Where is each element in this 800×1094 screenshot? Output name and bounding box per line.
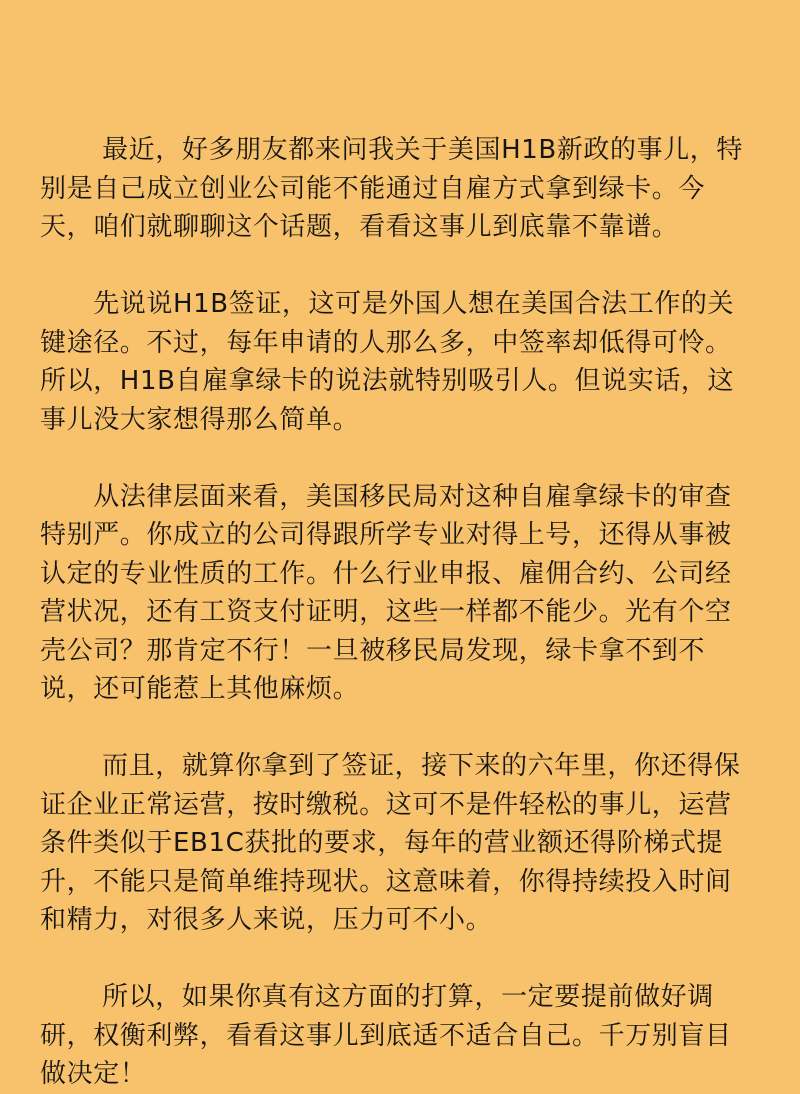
paragraph-operations: 而且，就算你拿到了签证，接下来的六年里，你还得保证企业正常运营，按时缴税。这可不是件轻松的事儿，运营条件类似于EB1C获批的要求，每年的营业额还得阶梯式提升，不能只是简单维持现状。这意味着，你得持续投入时间和精力，对很多人来说，压力可不小。 xyxy=(40,751,741,935)
paragraph-legal-review: 从法律层面来看，美国移民局对这种自雇拿绿卡的审查特别严。你成立的公司得跟所学专业对得上号，还得从事被认定的专业性质的工作。什么行业申报、雇佣合约、公司经营状况，还有工资支付证明，这些一样都不能少。光有个空壳公司？那肯定不行！一旦被移民局发现，绿卡拿不到不说，还可能惹上其他麻烦。 xyxy=(40,481,732,704)
paragraph-conclusion: 所以，如果你真有这方面的打算，一定要提前做好调研，权衡利弊，看看这事儿到底适不适合自己。千万别盲目做决定！ xyxy=(40,982,732,1089)
paragraph-intro: 最近，好多朋友都来问我关于美国H1B新政的事儿，特别是自己成立创业公司能不能通过自雇方式拿到绿卡。今天，咱们就聊聊这个话题，看看这事儿到底靠不靠谱。 xyxy=(40,135,743,242)
paragraph-h1b-visa: 先说说H1B签证，这可是外国人想在美国合法工作的关键途径。不过，每年申请的人那么多，中签率却低得可怜。所以，H1B自雇拿绿卡的说法就特别吸引人。但说实话，这事儿没大家想得那么简单。 xyxy=(40,289,735,435)
